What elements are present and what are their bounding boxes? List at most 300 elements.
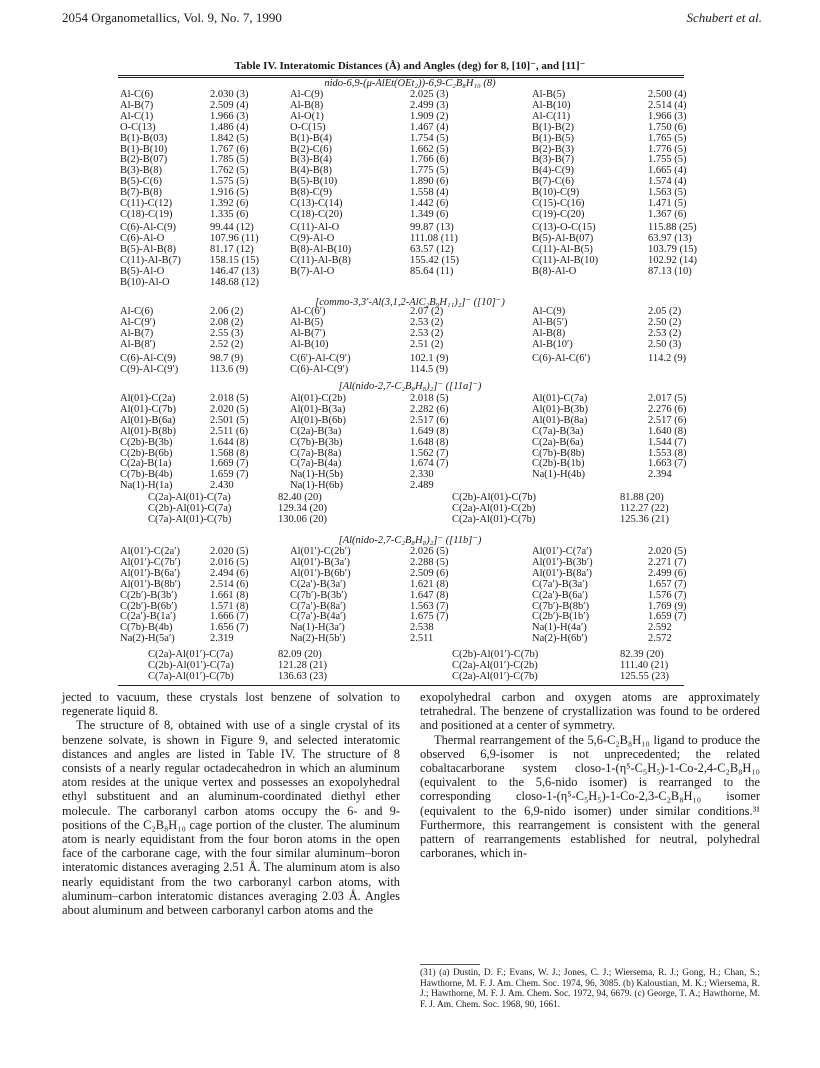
table-cell-value: 2.517 (6) xyxy=(410,415,449,426)
table-cell-label: C(2a)-Al(01)-C(7b) xyxy=(452,513,536,525)
table-cell-value: 125.36 (21) xyxy=(620,513,669,525)
table-cell-label: C(6)-Al-C(9) xyxy=(120,223,176,233)
table-cell-label: Na(1)-H(1a) xyxy=(120,481,173,492)
table-cell-label: Al(01)-B(8a) xyxy=(532,415,588,426)
table-cell-value: 2.592 xyxy=(648,623,672,634)
table-cell-value: 1.656 (7) xyxy=(210,623,249,634)
table-cell-value: 1.674 (7) xyxy=(410,459,449,470)
table-cell-label: Na(1)-H(3a′) xyxy=(290,623,345,634)
table-cell-value: 2.025 (3) xyxy=(410,90,449,100)
table-cell-value: 1.754 (5) xyxy=(410,133,449,144)
table-cell-label: C(7b′)-B(8b′) xyxy=(532,601,590,612)
table-cell-value: 111.40 (21) xyxy=(620,659,669,671)
table-cell-label: Al-C(9) xyxy=(290,90,324,100)
table-cell-value: 125.55 (23) xyxy=(620,670,669,682)
table-cell-value: 130.06 (20) xyxy=(278,513,327,525)
table-cell-label: C(2b)-B(1b) xyxy=(532,459,585,470)
table-cell-label: Al(01′)-C(2b′) xyxy=(290,547,351,557)
section-11b-angles-right xyxy=(452,650,710,683)
table-cell-value: 2.50 (3) xyxy=(648,339,682,350)
table-cell-value: 1.666 (7) xyxy=(210,612,249,623)
table-cell-value: 2.50 (2) xyxy=(648,317,682,328)
table-cell-value: 81.17 (12) xyxy=(210,244,254,255)
table-cell-label: Al(01)-C(2a) xyxy=(120,394,176,404)
table-cell-value: 1.966 (3) xyxy=(648,111,687,122)
table-cell-value: 129.34 (20) xyxy=(278,502,327,514)
table-cell-label: C(13)-C(14) xyxy=(290,199,343,210)
table-cell-label: C(2b)-Al(01′)-C(7b) xyxy=(452,649,539,660)
table-cell-value: 1.776 (5) xyxy=(648,144,687,155)
section-11b-angles-left xyxy=(148,650,380,683)
table-title: Table IV. Interatomic Distances (Å) and Angles (deg) for 8, [10]⁻, and [11]⁻ xyxy=(234,60,586,72)
table-cell-label: B(1)-B(5) xyxy=(532,133,574,144)
table-cell-label: Al-C(6′) xyxy=(290,307,326,317)
table-cell-label: C(15)-C(16) xyxy=(532,199,585,210)
table-cell-value: 81.88 (20) xyxy=(620,492,664,503)
table-cell-label: C(2a)-Al(01′)-C(7a) xyxy=(148,649,234,660)
table-cell-value: 2.509 (4) xyxy=(210,100,249,111)
table-cell-value: 121.28 (21) xyxy=(278,659,327,671)
table-cell-label: Al-O(1) xyxy=(290,111,324,122)
table-cell-value: 2.018 (5) xyxy=(210,394,249,404)
table-cell-label: B(5)-B(10) xyxy=(290,177,338,188)
table-cell-label: Al(01′)-B(8b′) xyxy=(120,579,181,590)
table-cell-value: 2.430 xyxy=(210,481,234,492)
table-cell-value: 2.020 (5) xyxy=(210,547,249,557)
section-11a-distances xyxy=(120,394,726,492)
table-cell-label: C(2b)-Al(01)-C(7a) xyxy=(148,502,232,514)
table-cell-label: Na(1)-H(4b) xyxy=(532,470,586,481)
table-bottom-rule xyxy=(118,685,684,686)
table-cell-value: 1.621 (8) xyxy=(410,579,449,590)
table-cell-value: 2.276 (6) xyxy=(648,404,687,415)
table-cell-value: 87.13 (10) xyxy=(648,266,692,277)
table-cell-value: 1.574 (4) xyxy=(648,177,687,188)
table-cell-label: C(2a′)-B(3a′) xyxy=(290,579,346,590)
table-cell-label: B(10)-C(9) xyxy=(532,188,580,199)
table-cell-value: 1.659 (7) xyxy=(210,470,249,481)
table-cell-value: 1.392 (6) xyxy=(210,199,249,210)
table-cell-label: Al-B(8) xyxy=(532,328,566,339)
table-cell-label: B(5)-Al-O xyxy=(120,266,165,277)
table-cell-value: 2.030 (3) xyxy=(210,90,249,100)
table-cell-label: C(2a)-Al(01′)-C(7b) xyxy=(452,670,538,682)
table-cell-label: C(11)-Al-B(7) xyxy=(120,255,181,266)
table-cell-label: B(1)-B(2) xyxy=(532,122,574,133)
table-cell-label: B(8)-Al-B(10) xyxy=(290,244,352,255)
table-cell-label: C(7a′)-B(3a′) xyxy=(532,579,588,590)
table-cell-value: 1.335 (6) xyxy=(210,209,249,220)
table-cell-value: 102.92 (14) xyxy=(648,255,697,266)
section-8-distances xyxy=(120,90,726,221)
table-cell-label: B(2)-B(3) xyxy=(532,144,574,155)
table-cell-label: C(7a)-B(3a) xyxy=(532,426,584,437)
table-cell-label: Al-B(7′) xyxy=(290,328,326,339)
table-cell-value: 114.2 (9) xyxy=(648,354,687,364)
table-cell-value xyxy=(648,278,726,289)
table-cell-value: 2.501 (5) xyxy=(210,415,249,426)
table-cell-value: 85.64 (11) xyxy=(410,266,454,277)
table-cell-value: 1.966 (3) xyxy=(210,111,249,122)
table-cell-value: 2.499 (6) xyxy=(648,568,687,579)
table-cell-label: C(7a)-B(8a) xyxy=(290,448,342,459)
table-cell-label: B(4)-C(9) xyxy=(532,166,574,177)
table-cell-label: B(3)-B(4) xyxy=(290,155,332,166)
table-cell-value: 63.57 (12) xyxy=(410,244,454,255)
table-cell-value: 2.018 (5) xyxy=(410,394,449,404)
table-cell-label: Al-B(5′) xyxy=(532,317,568,328)
table-cell-label: Al-C(6) xyxy=(120,90,154,100)
table-cell-label: C(2a′)-B(1a′) xyxy=(120,612,176,623)
table-cell-value: 146.47 (13) xyxy=(210,266,259,277)
paragraph: jected to vacuum, these crystals lost benzene of solvation to regenerate liquid 8. xyxy=(62,690,400,719)
table-cell-value: 1.568 (8) xyxy=(210,448,249,459)
table-cell-value: 1.640 (8) xyxy=(648,426,687,437)
table-cell-label: C(7b)-B(3b) xyxy=(290,437,343,448)
table-cell-value: 1.644 (8) xyxy=(210,437,249,448)
table-cell-value: 1.367 (6) xyxy=(648,209,687,220)
table-cell-label: Al-C(1) xyxy=(120,111,154,122)
table-cell-value: 136.63 (23) xyxy=(278,670,327,682)
table-cell-value: 2.55 (3) xyxy=(210,328,244,339)
table-cell-value: 1.762 (5) xyxy=(210,166,249,177)
table-cell-value: 1.767 (6) xyxy=(210,144,249,155)
table-cell-label: B(5)-C(6) xyxy=(120,177,162,188)
table-cell-label: C(7a)-Al(01′)-C(7b) xyxy=(148,670,234,682)
table-cell-label: C(19)-C(20) xyxy=(532,209,585,220)
table-cell-label: C(2a)-B(1a) xyxy=(120,459,172,470)
table-cell-value: 107.96 (11) xyxy=(210,233,259,244)
table-cell-value: 2.499 (3) xyxy=(410,100,449,111)
table-cell-value: 1.553 (8) xyxy=(648,448,687,459)
table-cell-label xyxy=(290,278,410,289)
table-cell-label: Al-B(5) xyxy=(290,317,324,328)
table-cell-label: C(6)-Al-O xyxy=(120,233,165,244)
table-cell-label: Al(01)-B(3b) xyxy=(532,404,588,415)
table-cell-value: 2.282 (6) xyxy=(410,404,449,415)
table-cell-label: Na(1)-H(6b) xyxy=(290,481,344,492)
table-cell-label: Al(01′)-C(2a′) xyxy=(120,547,180,557)
section-11a-header: [Al(nido-2,7-C₂B₈H₈)₂]⁻ ([11a]⁻) xyxy=(338,381,482,392)
table-cell-value: 1.766 (6) xyxy=(410,155,449,166)
table-cell-value: 1.775 (5) xyxy=(410,166,449,177)
table-cell-label: B(7)-C(6) xyxy=(532,177,574,188)
table-cell-value: 2.538 xyxy=(410,623,434,634)
body-left-column xyxy=(62,690,400,917)
table-cell-label: B(3)-B(7) xyxy=(532,155,574,166)
table-cell-label: C(2a)-B(6a) xyxy=(532,437,584,448)
table-cell-value: 1.442 (6) xyxy=(410,199,449,210)
table-cell-value: 158.15 (15) xyxy=(210,255,259,266)
table-cell-label: Al(01′)-B(8a′) xyxy=(532,568,592,579)
table-cell-label: B(8)-Al-O xyxy=(532,266,577,277)
table-cell-label: O-C(15) xyxy=(290,122,326,133)
table-cell-value: 2.017 (5) xyxy=(648,394,687,404)
table-cell-value: 102.1 (9) xyxy=(410,354,449,364)
table-cell-value: 2.572 xyxy=(648,634,672,645)
table-cell-label: C(7a)-B(4a) xyxy=(290,459,342,470)
table-cell-label: C(18)-C(19) xyxy=(120,209,173,220)
table-cell-label: Al(01)-B(8b) xyxy=(120,426,176,437)
author-running-head: Schubert et al. xyxy=(686,10,762,25)
table-cell-value: 1.659 (7) xyxy=(648,612,687,623)
table-cell-value: 1.909 (2) xyxy=(410,111,449,122)
table-cell-value: 99.44 (12) xyxy=(210,223,254,233)
table-cell-label: Al-B(10′) xyxy=(532,339,573,350)
table-cell-label: C(7a)-Al(01)-C(7b) xyxy=(148,513,232,525)
table-cell-label: C(6)-Al-C(9) xyxy=(120,354,176,364)
table-cell-label: Al(01′)-B(3a′) xyxy=(290,557,350,568)
table-cell-label: C(2b)-B(6b) xyxy=(120,448,173,459)
table-cell-label: C(2b)-Al(01)-C(7b) xyxy=(452,492,536,503)
table-cell-label: B(2)-C(6) xyxy=(290,144,332,155)
table-cell-value: 2.05 (2) xyxy=(648,307,682,317)
table-cell-value: 2.509 (6) xyxy=(410,568,449,579)
table-cell-label: C(2a)-Al(01)-C(7a) xyxy=(148,492,231,503)
table-cell-value: 1.576 (7) xyxy=(648,590,687,601)
table-cell-value: 111.08 (11) xyxy=(410,233,458,244)
table-cell-value: 82.39 (20) xyxy=(620,649,664,660)
table-cell-label: Al-B(7) xyxy=(120,100,154,111)
table-cell-value: 1.648 (8) xyxy=(410,437,449,448)
table-cell-label: C(11)-Al-B(10) xyxy=(532,255,599,266)
table-cell-label: C(2b)-B(3b) xyxy=(120,437,173,448)
table-cell-label: Al(01)-C(2b) xyxy=(290,394,346,404)
table-cell-value: 1.486 (4) xyxy=(210,122,249,133)
table-cell-value: 82.40 (20) xyxy=(278,492,322,503)
table-cell-value: 82.09 (20) xyxy=(278,649,322,660)
journal-citation: 2054 Organometallics, Vol. 9, No. 7, 1990 xyxy=(62,10,282,25)
table-cell-label: C(11)-Al-B(5) xyxy=(532,244,593,255)
footnote-rule xyxy=(420,964,480,965)
table-cell-value: 1.571 (8) xyxy=(210,601,249,612)
table-cell-value: 148.68 (12) xyxy=(210,277,259,288)
section-11a-angles-left xyxy=(148,493,380,526)
table-cell-label: Al-B(8) xyxy=(290,100,324,111)
table-cell-value: 1.750 (6) xyxy=(648,122,687,133)
table-cell-label: Al-B(8′) xyxy=(120,339,156,350)
table-cell-value: 2.330 xyxy=(410,470,434,481)
table-cell-label: B(1)-B(10) xyxy=(120,144,168,155)
table-cell-label: C(13)-O-C(15) xyxy=(532,223,596,233)
table-cell-value: 1.471 (5) xyxy=(648,199,687,210)
table-cell-label: B(5)-Al-B(8) xyxy=(120,244,176,255)
table-cell-label: Na(2)-H(5a′) xyxy=(120,634,175,645)
section-8-header: nido-6,9-(μ-AlEt(OEt₂))-6,9-C₂B₈H₁₀ (8) xyxy=(324,78,496,89)
table-cell-value: 2.07 (2) xyxy=(410,307,444,317)
table-cell-value: 2.51 (2) xyxy=(410,339,444,350)
table-cell-label: Na(2)-H(5b′) xyxy=(290,634,346,645)
table-cell-value: 2.511 xyxy=(410,634,434,645)
table-cell-value: 63.97 (13) xyxy=(648,233,692,244)
table-cell-label: Al(01)-B(3a) xyxy=(290,404,346,415)
table-cell-label: Al(01′)-C(7a′) xyxy=(532,547,592,557)
table-cell-value: 1.765 (5) xyxy=(648,133,687,144)
table-cell-value: 1.649 (8) xyxy=(410,426,449,437)
table-cell-label: Al-B(5) xyxy=(532,90,566,100)
table-cell-value: 1.562 (7) xyxy=(410,448,449,459)
table-cell-label: B(8)-C(9) xyxy=(290,188,332,199)
table-cell-value: 2.514 (4) xyxy=(648,100,687,111)
table-cell-value: 99.87 (13) xyxy=(410,223,454,233)
table-cell-value xyxy=(648,481,726,492)
table-cell-label: C(9)-Al-C(9′) xyxy=(120,364,179,375)
table-cell-value: 1.563 (7) xyxy=(410,601,449,612)
table-cell-value: 1.657 (7) xyxy=(648,579,687,590)
table-cell-label: C(2b′)-B(6b′) xyxy=(120,601,178,612)
table-cell-label: Al-C(6) xyxy=(120,307,154,317)
table-cell-label: C(11)-Al-O xyxy=(290,223,340,233)
table-cell-value: 1.563 (5) xyxy=(648,188,687,199)
table-cell-label: Al(01′)-B(6a′) xyxy=(120,568,180,579)
paragraph: exopolyhedral carbon and oxygen atoms are approximately tetrahedral. The benzene of crystallization was found to be ordered and positioned at a center of symmetry. xyxy=(420,690,760,733)
table-cell-value: 2.271 (7) xyxy=(648,557,687,568)
table-cell-label: B(7)-Al-O xyxy=(290,266,335,277)
table-cell-value: 2.319 xyxy=(210,634,234,645)
table-cell-label: Na(2)-H(6b′) xyxy=(532,634,588,645)
table-cell-label: C(2b)-Al(01′)-C(7a) xyxy=(148,659,234,671)
table-cell-value: 1.842 (5) xyxy=(210,133,249,144)
table-cell-label: C(7a′)-B(8a′) xyxy=(290,601,346,612)
table-cell-label: C(7a′)-B(4a′) xyxy=(290,612,346,623)
table-cell-label: Al-C(9′) xyxy=(120,317,156,328)
table-cell-label: Al-B(7) xyxy=(120,328,154,339)
table-cell-value: 155.42 (15) xyxy=(410,255,459,266)
table-cell-value: 1.675 (7) xyxy=(410,612,449,623)
section-11a-angles-right xyxy=(452,493,710,526)
table-cell-value xyxy=(410,278,532,289)
table-cell-value: 1.661 (8) xyxy=(210,590,249,601)
table-cell-label xyxy=(532,365,648,376)
table-cell-value: 1.785 (5) xyxy=(210,155,249,166)
table-cell-value: 2.500 (4) xyxy=(648,90,687,100)
table-cell-label: C(9)-Al-O xyxy=(290,233,335,244)
table-cell-value: 1.575 (5) xyxy=(210,177,249,188)
table-top-rule xyxy=(118,75,684,76)
table-cell-label: B(4)-B(8) xyxy=(290,166,332,177)
table-cell-value: 2.020 (5) xyxy=(210,404,249,415)
table-cell-label: B(1)-B(03) xyxy=(120,133,168,144)
table-cell-value: 2.489 xyxy=(410,481,434,492)
table-cell-label: B(2)-B(07) xyxy=(120,155,168,166)
table-cell-value: 98.7 (9) xyxy=(210,354,244,364)
table-cell-label: Al(01)-C(7a) xyxy=(532,394,588,404)
table-cell-value: 114.5 (9) xyxy=(410,364,449,375)
table-cell-value xyxy=(648,365,726,376)
table-cell-value: 2.52 (2) xyxy=(210,339,244,350)
table-cell-label: C(2b′)-B(1b′) xyxy=(532,612,590,623)
table-cell-value: 115.88 (25) xyxy=(648,223,697,233)
table-cell-value: 2.511 (6) xyxy=(210,426,249,437)
table-cell-label: B(7)-B(8) xyxy=(120,188,162,199)
table-cell-label: Al-C(9) xyxy=(532,307,566,317)
table-cell-value: 1.769 (9) xyxy=(648,601,687,612)
table-cell-label: C(7b)-B(8b) xyxy=(532,448,585,459)
table-cell-value: 2.026 (5) xyxy=(410,547,449,557)
table-cell-value: 1.467 (4) xyxy=(410,122,449,133)
table-cell-label: C(7b)-B(4b) xyxy=(120,470,173,481)
table-cell-value: 2.517 (6) xyxy=(648,415,687,426)
table-cell-label: C(11)-Al-B(8) xyxy=(290,255,351,266)
table-cell-label: O-C(13) xyxy=(120,122,156,133)
table-cell-value: 2.020 (5) xyxy=(648,547,687,557)
table-cell-value: 1.890 (6) xyxy=(410,177,449,188)
table-cell-label: Na(1)-H(4a′) xyxy=(532,623,587,634)
table-cell-value: 1.665 (4) xyxy=(648,166,687,177)
table-cell-value: 1.663 (7) xyxy=(648,459,687,470)
section-10-distances xyxy=(120,307,726,351)
table-cell-value: 112.27 (22) xyxy=(620,502,669,514)
table-cell-label: B(3)-B(8) xyxy=(120,166,162,177)
table-cell-label: C(6)-Al-C(9′) xyxy=(290,364,349,375)
table-cell-value: 2.53 (2) xyxy=(410,317,444,328)
table-cell-value: 2.53 (2) xyxy=(410,328,444,339)
table-cell-label: Al(01′)-B(6b′) xyxy=(290,568,351,579)
table-cell-value: 2.288 (5) xyxy=(410,557,449,568)
table-cell-label: C(6)-Al-C(6′) xyxy=(532,354,591,364)
table-cell-value: 2.016 (5) xyxy=(210,557,249,568)
table-cell-value: 1.349 (6) xyxy=(410,209,449,220)
table-cell-value: 1.755 (5) xyxy=(648,155,687,166)
table-cell-value: 103.79 (15) xyxy=(648,244,697,255)
table-cell-value: 2.06 (2) xyxy=(210,307,244,317)
table-cell-label: C(2a)-Al(01)-C(2b) xyxy=(452,502,536,514)
table-cell-label: C(11)-C(12) xyxy=(120,199,173,210)
table-cell-value: 2.394 xyxy=(648,470,672,481)
table-cell-value: 2.494 (6) xyxy=(210,568,249,579)
table-cell-value: 1.916 (5) xyxy=(210,188,249,199)
body-right-column xyxy=(420,690,760,860)
table-cell-label: Al(01′)-B(3b′) xyxy=(532,557,593,568)
table-cell-label: C(7b)-B(4b) xyxy=(120,623,173,634)
footnote-31: (31) (a) Dustin, D. F.; Evans, W. J.; Jones, C. J.; Wiersema, R. J.; Gong, H.; Chan, S.; Hawthorne, M. F. J. Am. Chem. Soc. 1974, 96, 3085. (b) Kaloustian, M. K.; Wiersema, R. J.; Hawthorne, M. F. J. Am. Chem. Soc. 1972, 94, 6679. (c) George, T. A.; Hawthorne, M. F. J. Am. Chem. Soc. 1968, 90, 1661. xyxy=(420,968,760,1010)
table-cell-label: C(6′)-Al-C(9′) xyxy=(290,354,351,364)
table-cell-label: Na(1)-H(5b) xyxy=(290,470,344,481)
table-cell-label xyxy=(532,481,648,492)
table-cell-label: Al(01)-B(6b) xyxy=(290,415,346,426)
table-cell-label: C(18)-C(20) xyxy=(290,209,343,220)
section-8-angles xyxy=(120,223,726,288)
table-cell-label: B(1)-B(4) xyxy=(290,133,332,144)
table-cell-label: B(10)-Al-O xyxy=(120,277,170,288)
paragraph: Thermal rearrangement of the 5,6-C₂B₈H₁₀ ligand to produce the observed 6,9-isomer is not unprecedented; the related cobaltacarborane system closo-1-(η⁵-C₅H₅)-1-Co-2,4-C₂B₈H₁₀ (equivalent to the 5,6-nido isomer) is rearranged to the corresponding closo-1-(η⁵-C₅H₅)-1-Co-2,3-C₂B₈H₁₀ isomer (equivalent to the 6,9-nido isomer) under similar conditions.³¹ Furthermore, this rearrangement is consistent with the general pattern of rearrangements established for neutral, polyhedral carboranes, which in- xyxy=(420,732,760,861)
table-cell-value: 1.544 (7) xyxy=(648,437,687,448)
table-cell-label: C(2a)-B(3a) xyxy=(290,426,342,437)
paragraph: The structure of 8, obtained with use of a single crystal of its benzene solvate, is shown in Figure 9, and selected interatomic distances and angles are listed in Table IV. The structure of 8 consists of a nearly regular octadecahedron in which an aluminum atom resides at the unique vertex and possesses an exopolyhedral ethyl substituent and an aluminum-coordinated diethyl ether molecule. The carboranyl carbon atoms occupy the 6- and 9-positions of the C₂B₈H₁₀ cage portion of the cluster. The aluminum atom is nearly equidistant from the four boron atoms in the open face of the carborane cage, with the four similar aluminum–boron interatomic distances averaging 2.51 Å. The aluminum atom is also nearly equidistant from the two carboranyl carbon atoms, with aluminum–carbon interatomic distances averaging 2.03 Å. Angles about aluminum and between carboranyl carbon atoms and the xyxy=(62,718,400,918)
section-10-angles xyxy=(120,354,726,376)
page-header xyxy=(62,10,762,30)
table-cell-label: C(2b′)-B(3b′) xyxy=(120,590,178,601)
section-11b-header: [Al(nido-2,7-C₂B₈H₈)₂]⁻ ([11b]⁻) xyxy=(338,535,482,546)
table-cell-value: 1.662 (5) xyxy=(410,144,449,155)
table-cell-value: 1.647 (8) xyxy=(410,590,449,601)
table-cell-label: C(7b′)-B(3b′) xyxy=(290,590,348,601)
table-cell-label: Al(01)-B(6a) xyxy=(120,415,176,426)
table-cell-label: Al(01)-C(7b) xyxy=(120,404,176,415)
table-cell-label: B(5)-Al-B(07) xyxy=(532,233,594,244)
table-cell-label: Al-B(10) xyxy=(290,339,329,350)
table-cell-value: 2.514 (6) xyxy=(210,579,249,590)
table-cell-label xyxy=(532,278,648,289)
table-cell-value: 2.53 (2) xyxy=(648,328,682,339)
table-cell-label: C(2a′)-B(6a′) xyxy=(532,590,588,601)
section-11b-distances xyxy=(120,547,726,645)
table-cell-value: 1.558 (4) xyxy=(410,188,449,199)
table-cell-value: 113.6 (9) xyxy=(210,364,249,375)
table-cell-label: Al-B(10) xyxy=(532,100,571,111)
section-10-header: [commo-3,3′-Al(3,1,2-AlC₂B₉H₁₁)₂]⁻ ([10]⁻) xyxy=(315,297,505,308)
table-cell-value: 2.08 (2) xyxy=(210,317,244,328)
